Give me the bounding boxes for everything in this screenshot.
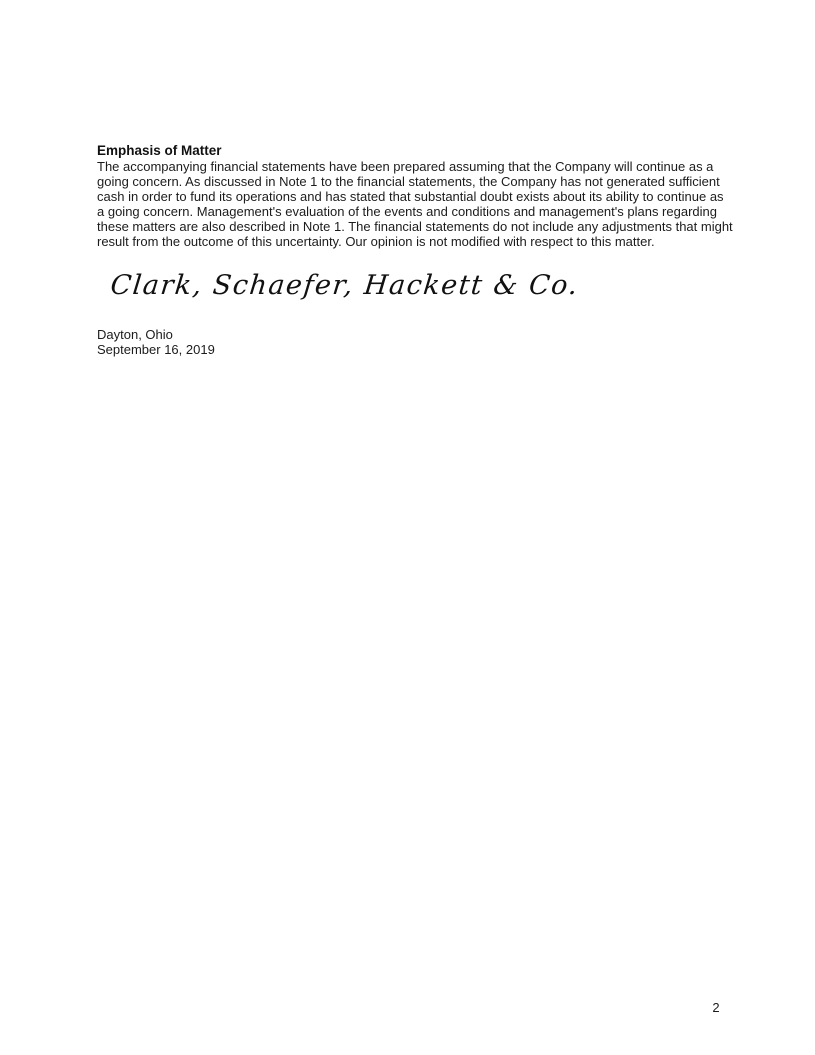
report-date: September 16, 2019 bbox=[97, 342, 215, 357]
page-number: 2 bbox=[712, 1000, 720, 1015]
section-heading: Emphasis of Matter bbox=[97, 143, 222, 158]
auditor-signature: Clark, Schaefer, Hackett & Co. bbox=[109, 270, 581, 301]
sign-off-block bbox=[97, 327, 733, 357]
section-paragraph: The accompanying financial statements have been prepared assuming that the Company will continue as a going concern. As discussed in Note 1 to the financial statements, the Company has not generated sufficient cash in order to fund its operations and has stated that substantial doubt exists about its ability to continue as a going concern. Management's evaluation of the events and conditions and management's plans regarding these matters are also described in Note 1. The financial statements do not include any adjustments that might result from the outcome of this uncertainty. Our opinion is not modified with respect to this matter. bbox=[97, 159, 733, 249]
report-section-emphasis-of-matter bbox=[97, 143, 733, 357]
auditor-location: Dayton, Ohio bbox=[97, 327, 173, 342]
